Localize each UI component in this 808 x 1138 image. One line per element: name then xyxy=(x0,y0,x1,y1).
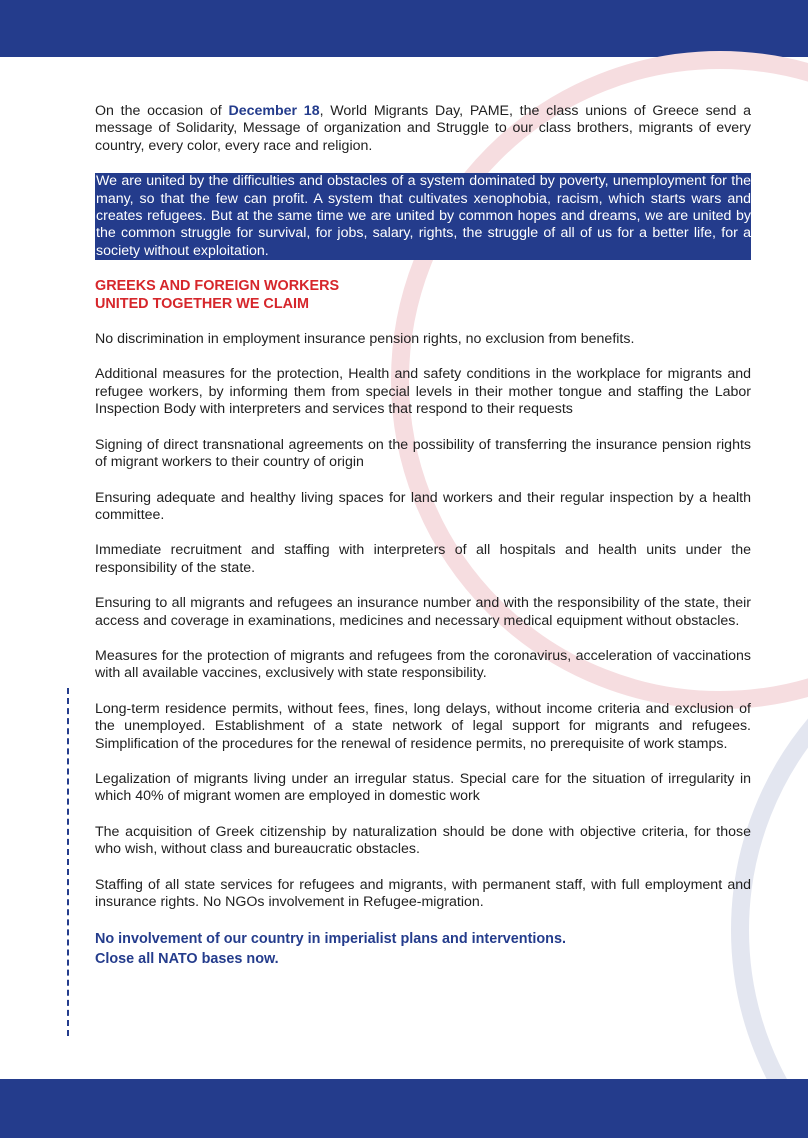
closing-line-1: No involvement of our country in imperialist plans and interventions. xyxy=(95,931,566,948)
demand-item: Ensuring to all migrants and refugees an insurance number and with the responsibility of the state, their access and coverage in examinations, medicines and necessary medical equipment without obstacles. xyxy=(95,595,751,629)
section-heading xyxy=(95,278,751,313)
closing-line-2: Close all NATO bases now. xyxy=(95,951,279,968)
demand-item: Immediate recruitment and staffing with interpreters of all hospitals and health units under the responsibility of the state. xyxy=(95,542,751,576)
demand-item: The acquisition of Greek citizenship by naturalization should be done with objective criteria, for those who wish, without class and bureaucratic obstacles. xyxy=(95,823,751,858)
demand-item: Staffing of all state services for refugees and migrants, with permanent staff, with full employment and insurance rights. No NGOs involvement in Refugee-migration. xyxy=(95,876,751,910)
header-band xyxy=(0,0,808,57)
demand-item: Measures for the protection of migrants and refugees from the coronavirus, acceleration of vaccinations with all available vaccines, exclusively with state responsibility. xyxy=(95,647,751,682)
heading-line-1: GREEKS AND FOREIGN WORKERS xyxy=(95,278,340,295)
demand-item: Long-term residence permits, without fees, fines, long delays, without income criteria and exclusion of the unemployed. Establishment of a state network of legal support for migrants and refugees. Simplification of the procedures for the renewal of residence permits, no prerequisite of work stamps. xyxy=(95,700,751,752)
intro-paragraph xyxy=(95,103,751,155)
dashed-margin-line xyxy=(67,688,69,1036)
intro-suffix: , World Migrants Day, PAME, the class unions of Greece send a message of Solidarity, Message of organization and Struggle to our class brothers, migrants of every country, every color, every race and religion. xyxy=(95,103,751,154)
demand-item: Additional measures for the protection, Health and safety conditions in the workplace for migrants and refugee workers, by informing them from special levels in their mother tongue and staffing the Labor Inspection Body with interpreters and services that respond to their requests xyxy=(95,366,751,418)
closing-statement xyxy=(95,929,751,969)
demand-item: Ensuring adequate and healthy living spaces for land workers and their regular inspection by a health committee. xyxy=(95,489,751,523)
intro-date: December 18 xyxy=(228,103,320,119)
document-body xyxy=(95,103,751,969)
intro-prefix: On the occasion of xyxy=(95,103,229,119)
demand-item: No discrimination in employment insurance pension rights, no exclusion from benefits. xyxy=(95,331,635,348)
demand-item: Legalization of migrants living under an irregular status. Special care for the situation of irregularity in which 40% of migrant women are employed in domestic work xyxy=(95,770,751,805)
demand-item: Signing of direct transnational agreements on the possibility of transferring the insurance pension rights of migrant workers to their country of origin xyxy=(95,436,751,471)
footer-band xyxy=(0,1079,808,1138)
heading-line-2: UNITED TOGETHER WE CLAIM xyxy=(95,295,309,312)
highlighted-paragraph: We are united by the difficulties and obstacles of a system dominated by poverty, unemployment for the many, so that the few can profit. A system that cultivates xenophobia, racism, which starts wars and creates refugees. But at the same time we are united by common hopes and dreams, we are united by the common struggle for survival, for jobs, salary, rights, the struggle of all of us for a better life, for a society without exploitation. xyxy=(96,173,751,259)
demands-list xyxy=(95,331,751,911)
